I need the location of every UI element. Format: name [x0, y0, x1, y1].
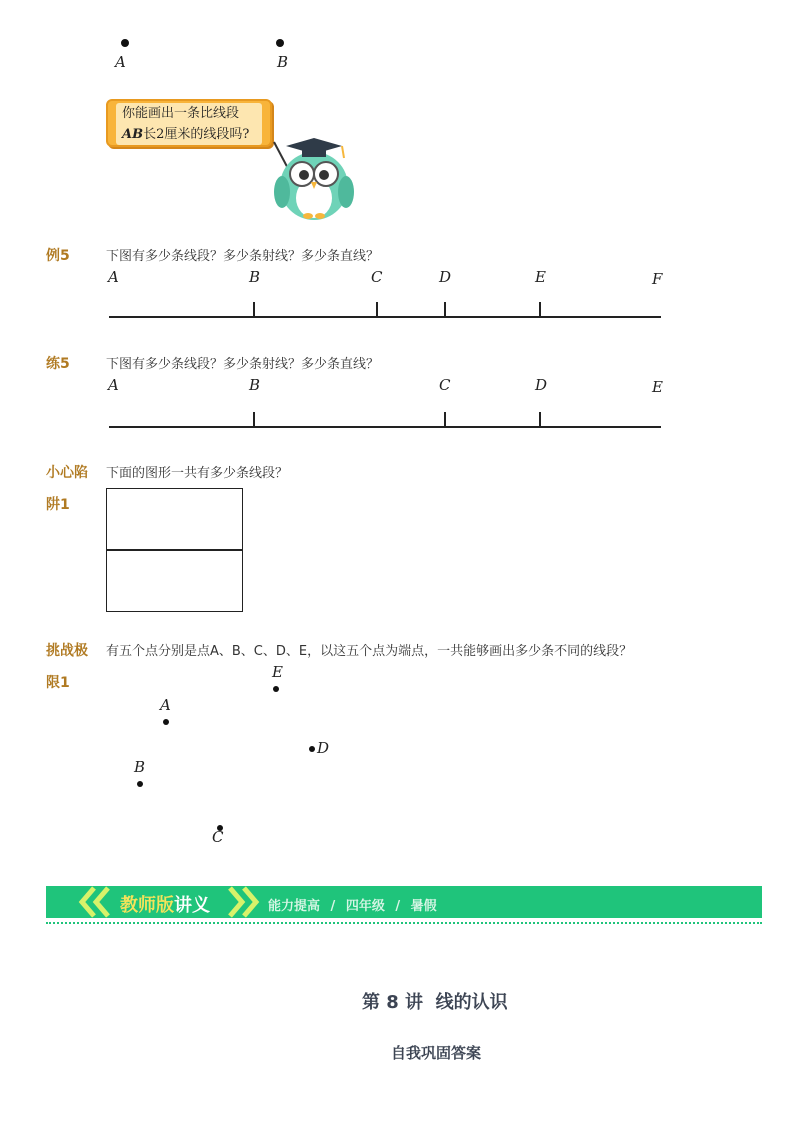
- practice5-point-c: C: [439, 376, 451, 394]
- example5-question: 下图有多少条线段？多少条射线？多少条直线？: [106, 249, 380, 264]
- challenge1-point-b-dot: [137, 781, 143, 787]
- challenge1-point-b-label: B: [134, 758, 146, 776]
- lecture-title: 第 8 讲 线的认识: [362, 992, 508, 1013]
- banner-title-part2: 讲义: [174, 895, 210, 916]
- point-b-dot: [276, 39, 284, 47]
- point-a-dot: [121, 39, 129, 47]
- example5-point-a: A: [108, 268, 119, 286]
- banner-separator-1: /: [330, 899, 336, 914]
- challenge1-point-d-dot: [309, 746, 315, 752]
- practice5-point-a: A: [108, 376, 119, 394]
- example5-point-b: B: [249, 268, 261, 286]
- practice5-tick-b: [253, 412, 255, 426]
- trap1-middle-line: [106, 549, 243, 551]
- example5-point-c: C: [371, 268, 383, 286]
- example5-label: 例5: [46, 248, 70, 264]
- point-b-label: B: [277, 53, 289, 71]
- point-a-label: A: [115, 53, 126, 71]
- double-chevron-right-icon: [220, 886, 264, 918]
- banner-sub-season: 暑假: [410, 899, 437, 914]
- practice5-point-b: B: [249, 376, 261, 394]
- banner-dashed-divider: [46, 922, 762, 924]
- lecture-subtitle: 自我巩固答案: [391, 1044, 482, 1062]
- banner-title: [120, 891, 210, 917]
- example5-tick-b: [253, 302, 255, 316]
- challenge1-point-e-dot: [273, 686, 279, 692]
- banner-separator-2: /: [395, 899, 401, 914]
- trap1-question: 下面的图形一共有多少条线段？: [106, 466, 289, 481]
- challenge1-point-e-label: E: [272, 663, 283, 681]
- practice5-tick-c: [444, 412, 446, 426]
- example5-tick-d: [444, 302, 446, 316]
- banner-sub-ability: 能力提高: [268, 899, 321, 914]
- double-chevron-left-icon: [74, 886, 118, 918]
- practice5-question: 下图有多少条线段？多少条射线？多少条直线？: [106, 357, 380, 372]
- trap1-label-line1: 小心陷: [46, 465, 88, 481]
- example5-tick-c: [376, 302, 378, 316]
- challenge1-question: 有五个点分别是点A、B、C、D、E，以这五个点为端点，一共能够画出多少条不同的线段？: [106, 644, 633, 659]
- challenge1-point-d-label: D: [317, 739, 330, 757]
- example5-point-f: F: [652, 270, 663, 288]
- hint-line-1: 你能画出一条比线段: [122, 106, 240, 121]
- banner-sub-grade: 四年级: [345, 899, 385, 914]
- example5-tick-e: [539, 302, 541, 316]
- practice5-line: [109, 426, 661, 428]
- banner-title-part1: 教师版: [120, 895, 174, 916]
- hint-ab: AB: [122, 127, 144, 142]
- practice5-point-d: D: [535, 376, 548, 394]
- hint-rest: 长2厘米的线段吗?: [143, 127, 250, 142]
- example5-line: [109, 316, 661, 318]
- practice5-label: 练5: [46, 356, 70, 372]
- hint-bubble: [106, 99, 272, 147]
- owl-teacher-icon: [262, 134, 358, 224]
- challenge1-label-line2: 限1: [46, 675, 70, 691]
- challenge1-point-c-label: C: [212, 828, 224, 846]
- challenge1-point-a-dot: [163, 719, 169, 725]
- hint-line-2: [122, 124, 256, 145]
- practice5-point-e: E: [652, 378, 663, 396]
- example5-point-e: E: [535, 268, 546, 286]
- banner-breadcrumb: [268, 895, 437, 914]
- example5-point-d: D: [439, 268, 452, 286]
- challenge1-point-a-label: A: [160, 696, 171, 714]
- practice5-tick-d: [539, 412, 541, 426]
- trap1-label-line2: 阱1: [46, 497, 70, 513]
- challenge1-label-line1: 挑战极: [46, 643, 88, 659]
